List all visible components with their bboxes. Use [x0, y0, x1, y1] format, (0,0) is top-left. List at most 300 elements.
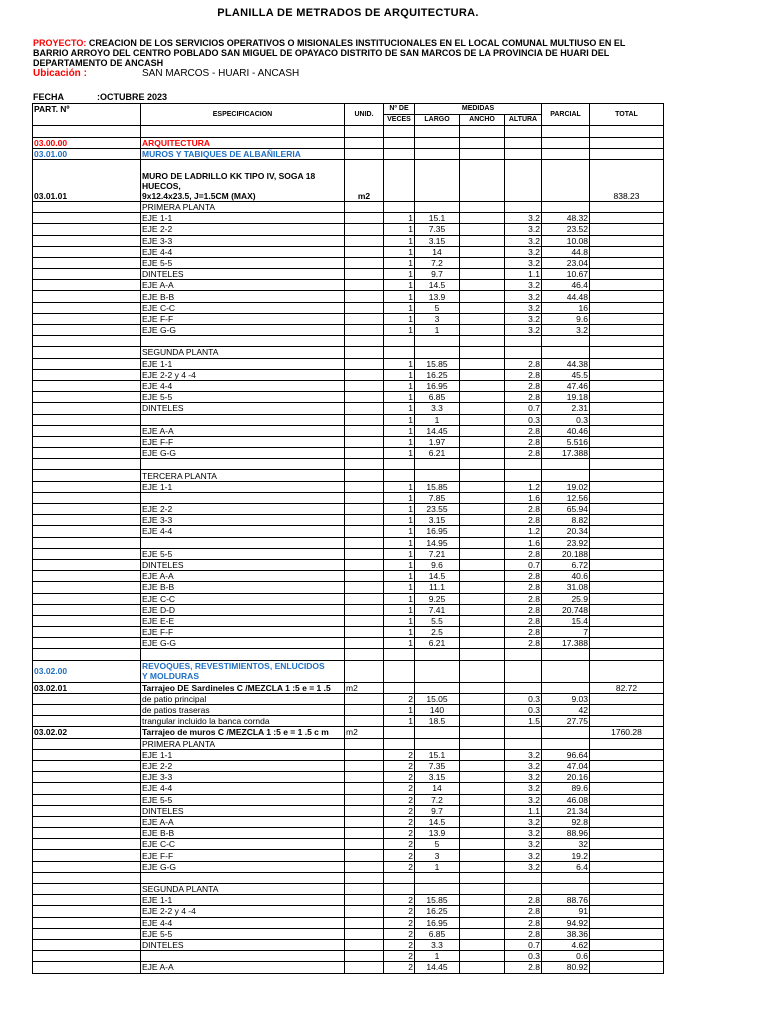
cell-specification: PRIMERA PLANTA: [141, 201, 345, 212]
cell-times: 1: [384, 571, 415, 582]
cell-unit: [345, 627, 384, 638]
cell-total: [590, 749, 664, 760]
cell-width: [460, 481, 505, 492]
cell-specification: EJE 5-5: [141, 794, 345, 805]
cell-partial: 42: [542, 705, 590, 716]
cell-total: [590, 137, 664, 148]
cell-specification: EJE 1-1: [141, 895, 345, 906]
cell-specification: REVOQUES, REVESTIMIENTOS, ENLUCIDOS Y MOLDURAS: [141, 660, 345, 682]
cell-times: 2: [384, 772, 415, 783]
cell-partial: [542, 137, 590, 148]
cell-partial: 3.2: [542, 325, 590, 336]
cell-part-code: [33, 313, 141, 324]
cell-specification: EJE 4-4: [141, 246, 345, 257]
cell-length: 16.25: [415, 906, 460, 917]
cell-unit: [345, 738, 384, 749]
header-height: ALTURA: [505, 115, 542, 126]
cell-part-code: [33, 582, 141, 593]
cell-height: 3.2: [505, 816, 542, 827]
cell-times: 1: [384, 414, 415, 425]
cell-specification: Tarrajeo DE Sardineles C /MEZCLA 1 :5 e = 1 .5: [141, 682, 345, 693]
cell-part-code: [33, 850, 141, 861]
cell-specification: de patios traseras: [141, 705, 345, 716]
cell-width: [460, 872, 505, 883]
cell-specification: EJE F-F: [141, 850, 345, 861]
cell-height: 3.2: [505, 213, 542, 224]
cell-specification: trangular incluido la banca cornda: [141, 716, 345, 727]
cell-partial: 88.96: [542, 828, 590, 839]
cell-partial: 9.03: [542, 693, 590, 704]
cell-length: 14: [415, 783, 460, 794]
cell-part-code: [33, 347, 141, 358]
cell-total: [590, 928, 664, 939]
cell-partial: 80.92: [542, 962, 590, 973]
cell-specification: EJE G-G: [141, 448, 345, 459]
cell-height: [505, 159, 542, 201]
cell-specification: EJE B-B: [141, 828, 345, 839]
location-value: SAN MARCOS - HUARI - ANCASH: [142, 68, 300, 79]
cell-part-code: [33, 515, 141, 526]
cell-times: 1: [384, 436, 415, 447]
cell-width: [460, 358, 505, 369]
cell-times: 1: [384, 559, 415, 570]
cell-width: [460, 448, 505, 459]
cell-unit: [345, 615, 384, 626]
cell-width: [460, 850, 505, 861]
cell-part-code: [33, 738, 141, 749]
table-row: [33, 537, 664, 548]
cell-partial: 47.46: [542, 380, 590, 391]
cell-times: 1: [384, 526, 415, 537]
cell-height: 3.2: [505, 749, 542, 760]
cell-length: 14.95: [415, 537, 460, 548]
cell-specification: EJE 4-4: [141, 783, 345, 794]
cell-part-code: 03.00.00: [33, 137, 141, 148]
cell-unit: [345, 257, 384, 268]
cell-partial: 2.31: [542, 403, 590, 414]
cell-part-code: [33, 906, 141, 917]
cell-specification: EJE 5-5: [141, 257, 345, 268]
cell-width: [460, 559, 505, 570]
cell-times: 1: [384, 291, 415, 302]
cell-partial: [542, 660, 590, 682]
cell-unit: [345, 571, 384, 582]
cell-total: [590, 235, 664, 246]
cell-partial: 23.52: [542, 224, 590, 235]
header-unit: UNID.: [345, 104, 384, 126]
cell-partial: 6.4: [542, 861, 590, 872]
cell-times: 1: [384, 537, 415, 548]
cell-unit: [345, 269, 384, 280]
cell-specification: [141, 459, 345, 470]
cell-unit: [345, 470, 384, 481]
cell-partial: [542, 649, 590, 660]
table-row: [33, 504, 664, 515]
table-row: [33, 962, 664, 973]
cell-total: [590, 459, 664, 470]
cell-width: [460, 649, 505, 660]
cell-unit: [345, 369, 384, 380]
cell-specification: MURO DE LADRILLO KK TIPO IV, SOGA 18 HUECOS, 9x12.4x23.5, J=1.5CM (MAX): [141, 159, 345, 201]
table-row: [33, 526, 664, 537]
cell-specification: EJE B-B: [141, 582, 345, 593]
cell-specification: EJE 1-1: [141, 358, 345, 369]
cell-unit: [345, 148, 384, 159]
cell-total: [590, 693, 664, 704]
cell-unit: [345, 392, 384, 403]
cell-height: 2.8: [505, 895, 542, 906]
cell-unit: [345, 504, 384, 515]
cell-height: [505, 459, 542, 470]
cell-specification: EJE 2-2: [141, 504, 345, 515]
cell-specification: EJE 1-1: [141, 213, 345, 224]
cell-times: [384, 660, 415, 682]
project-description: [33, 38, 653, 68]
cell-unit: [345, 224, 384, 235]
cell-times: 1: [384, 235, 415, 246]
cell-part-code: [33, 126, 141, 137]
cell-part-code: 03.02.02: [33, 727, 141, 738]
cell-times: [384, 727, 415, 738]
cell-specification: [141, 492, 345, 503]
cell-specification: EJE 1-1: [141, 749, 345, 760]
project-text: CREACION DE LOS SERVICIOS OPERATIVOS O MISIONALES INSTITUCIONALES EN EL LOCAL COMUNAL MULTIUSO EN EL BARRIO ARROYO DEL CENTRO POBLADO SAN MIGUEL DE OPAYACO DISTRITO DE SAN MARCOS DE LA PROVINCIA DE HUARI DEL DEPARTAMENTO DE ANCASH: [33, 38, 626, 68]
cell-total: [590, 126, 664, 137]
cell-part-code: [33, 336, 141, 347]
cell-times: 1: [384, 515, 415, 526]
cell-unit: [345, 515, 384, 526]
cell-width: [460, 201, 505, 212]
cell-unit: [345, 649, 384, 660]
cell-part-code: [33, 615, 141, 626]
cell-width: [460, 137, 505, 148]
cell-times: 2: [384, 906, 415, 917]
cell-length: [415, 682, 460, 693]
cell-height: [505, 148, 542, 159]
cell-height: 2.8: [505, 928, 542, 939]
cell-partial: 7: [542, 627, 590, 638]
cell-width: [460, 805, 505, 816]
cell-times: 1: [384, 213, 415, 224]
cell-unit: [345, 459, 384, 470]
cell-width: [460, 302, 505, 313]
cell-length: 9.6: [415, 559, 460, 570]
cell-length: 3.15: [415, 235, 460, 246]
table-row: [33, 358, 664, 369]
cell-width: [460, 492, 505, 503]
cell-height: 2.8: [505, 604, 542, 615]
cell-length: 3.15: [415, 515, 460, 526]
cell-width: [460, 380, 505, 391]
cell-specification: EJE 3-3: [141, 235, 345, 246]
cell-times: 2: [384, 917, 415, 928]
table-row: [33, 604, 664, 615]
table-row: [33, 828, 664, 839]
table-row: [33, 693, 664, 704]
cell-total: [590, 492, 664, 503]
cell-part-code: [33, 459, 141, 470]
cell-partial: 20.188: [542, 548, 590, 559]
cell-unit: [345, 246, 384, 257]
cell-partial: 94.92: [542, 917, 590, 928]
cell-width: [460, 414, 505, 425]
cell-part-code: [33, 504, 141, 515]
cell-times: 1: [384, 716, 415, 727]
cell-part-code: [33, 448, 141, 459]
cell-width: [460, 884, 505, 895]
cell-times: 1: [384, 257, 415, 268]
cell-height: 3.2: [505, 794, 542, 805]
cell-length: 16.25: [415, 369, 460, 380]
cell-times: 1: [384, 302, 415, 313]
header-times-2: VECES: [384, 115, 415, 126]
cell-partial: 44.38: [542, 358, 590, 369]
cell-length: [415, 148, 460, 159]
table-row: [33, 627, 664, 638]
cell-unit: [345, 380, 384, 391]
cell-partial: 0.3: [542, 414, 590, 425]
cell-specification: [141, 649, 345, 660]
cell-height: [505, 201, 542, 212]
cell-partial: 40.6: [542, 571, 590, 582]
cell-height: 2.8: [505, 962, 542, 973]
cell-times: 1: [384, 246, 415, 257]
cell-unit: [345, 436, 384, 447]
cell-times: [384, 649, 415, 660]
table-row: [33, 425, 664, 436]
table-row: [33, 895, 664, 906]
cell-width: [460, 425, 505, 436]
cell-specification: SEGUNDA PLANTA: [141, 347, 345, 358]
cell-specification: EJE 2-2 y 4 -4: [141, 906, 345, 917]
table-row: [33, 615, 664, 626]
cell-total: [590, 425, 664, 436]
cell-partial: 4.62: [542, 939, 590, 950]
cell-length: 9.7: [415, 269, 460, 280]
cell-times: 1: [384, 403, 415, 414]
document-title: PLANILLA DE METRADOS DE ARQUITECTURA.: [217, 7, 479, 19]
cell-height: 2.8: [505, 548, 542, 559]
table-row: [33, 302, 664, 313]
cell-part-code: [33, 861, 141, 872]
cell-length: 3.3: [415, 939, 460, 950]
cell-width: [460, 738, 505, 749]
cell-partial: [542, 336, 590, 347]
cell-total: [590, 515, 664, 526]
cell-length: 14: [415, 246, 460, 257]
cell-specification: EJE A-A: [141, 425, 345, 436]
cell-unit: [345, 828, 384, 839]
cell-partial: [542, 201, 590, 212]
cell-times: 1: [384, 604, 415, 615]
cell-total: [590, 760, 664, 771]
cell-partial: [542, 682, 590, 693]
table-row: [33, 269, 664, 280]
cell-unit: [345, 951, 384, 962]
cell-partial: [542, 727, 590, 738]
cell-total: [590, 325, 664, 336]
cell-part-code: [33, 749, 141, 760]
cell-specification: DINTELES: [141, 805, 345, 816]
cell-times: [384, 872, 415, 883]
table-row: [33, 257, 664, 268]
cell-specification: EJE A-A: [141, 962, 345, 973]
cell-unit: [345, 660, 384, 682]
cell-partial: 10.67: [542, 269, 590, 280]
cell-partial: 19.02: [542, 481, 590, 492]
cell-part-code: [33, 571, 141, 582]
cell-unit: [345, 448, 384, 459]
cell-times: 1: [384, 358, 415, 369]
cell-times: 2: [384, 794, 415, 805]
cell-unit: [345, 693, 384, 704]
cell-total: [590, 548, 664, 559]
cell-partial: 27.75: [542, 716, 590, 727]
cell-times: [384, 682, 415, 693]
cell-specification: DINTELES: [141, 403, 345, 414]
table-row: [33, 638, 664, 649]
cell-length: 13.9: [415, 828, 460, 839]
location-label: Ubicación :: [33, 68, 87, 79]
cell-length: 1: [415, 414, 460, 425]
cell-total: [590, 660, 664, 682]
cell-specification: EJE G-G: [141, 325, 345, 336]
cell-height: 2.8: [505, 627, 542, 638]
cell-part-code: [33, 604, 141, 615]
cell-times: 1: [384, 269, 415, 280]
cell-unit: [345, 492, 384, 503]
cell-total: [590, 224, 664, 235]
cell-length: 15.85: [415, 895, 460, 906]
cell-times: 1: [384, 705, 415, 716]
cell-part-code: 03.01.00: [33, 148, 141, 159]
cell-part-code: 03.02.01: [33, 682, 141, 693]
cell-part-code: [33, 816, 141, 827]
header-spec: ESPECIFICACION: [141, 104, 345, 126]
cell-specification: de patio principal: [141, 693, 345, 704]
table-row: [33, 660, 664, 682]
cell-length: 18.5: [415, 716, 460, 727]
cell-total: [590, 559, 664, 570]
table-row: [33, 492, 664, 503]
cell-height: 2.8: [505, 593, 542, 604]
cell-specification: [141, 126, 345, 137]
cell-times: 1: [384, 481, 415, 492]
cell-width: [460, 336, 505, 347]
cell-part-code: [33, 291, 141, 302]
cell-length: [415, 137, 460, 148]
cell-width: [460, 159, 505, 201]
cell-height: [505, 126, 542, 137]
cell-part-code: [33, 783, 141, 794]
cell-width: [460, 148, 505, 159]
cell-total: [590, 705, 664, 716]
cell-part-code: [33, 257, 141, 268]
cell-length: 14.45: [415, 962, 460, 973]
table-row: [33, 939, 664, 950]
cell-partial: 31.08: [542, 582, 590, 593]
cell-partial: 48.32: [542, 213, 590, 224]
cell-times: 2: [384, 749, 415, 760]
cell-specification: DINTELES: [141, 559, 345, 570]
cell-width: [460, 347, 505, 358]
cell-times: [384, 126, 415, 137]
cell-total: [590, 347, 664, 358]
table-row: [33, 325, 664, 336]
cell-partial: [542, 459, 590, 470]
table-row: [33, 906, 664, 917]
cell-unit: [345, 884, 384, 895]
cell-total: [590, 403, 664, 414]
cell-width: [460, 839, 505, 850]
cell-part-code: 03.02.00: [33, 660, 141, 682]
cell-height: [505, 336, 542, 347]
table-row: [33, 571, 664, 582]
cell-part-code: [33, 760, 141, 771]
cell-times: 2: [384, 895, 415, 906]
cell-specification: EJE 2-2: [141, 760, 345, 771]
table-row: [33, 805, 664, 816]
cell-total: [590, 828, 664, 839]
cell-specification: EJE C-C: [141, 593, 345, 604]
cell-length: 14.5: [415, 816, 460, 827]
cell-height: 1.6: [505, 492, 542, 503]
cell-width: [460, 962, 505, 973]
table-row: [33, 235, 664, 246]
cell-unit: [345, 716, 384, 727]
metrados-table: [32, 103, 664, 974]
cell-height: [505, 660, 542, 682]
cell-length: [415, 126, 460, 137]
cell-partial: 0.6: [542, 951, 590, 962]
cell-width: [460, 604, 505, 615]
cell-height: 0.7: [505, 939, 542, 950]
cell-length: 7.2: [415, 794, 460, 805]
table-row: [33, 794, 664, 805]
cell-specification: EJE C-C: [141, 839, 345, 850]
cell-length: 9.7: [415, 805, 460, 816]
cell-specification: EJE 5-5: [141, 392, 345, 403]
cell-specification: EJE C-C: [141, 302, 345, 313]
cell-specification: [141, 951, 345, 962]
cell-width: [460, 906, 505, 917]
cell-length: 3.3: [415, 403, 460, 414]
cell-unit: [345, 638, 384, 649]
cell-width: [460, 760, 505, 771]
cell-height: [505, 738, 542, 749]
cell-partial: 96.64: [542, 749, 590, 760]
cell-unit: [345, 235, 384, 246]
cell-specification: EJE 3-3: [141, 515, 345, 526]
cell-height: 3.2: [505, 861, 542, 872]
cell-unit: [345, 604, 384, 615]
cell-partial: 38.36: [542, 928, 590, 939]
cell-times: 1: [384, 224, 415, 235]
cell-partial: 5.516: [542, 436, 590, 447]
cell-width: [460, 582, 505, 593]
cell-partial: 32: [542, 839, 590, 850]
cell-part-code: [33, 548, 141, 559]
cell-unit: [345, 850, 384, 861]
table-row: [33, 738, 664, 749]
cell-height: 2.8: [505, 571, 542, 582]
cell-specification: EJE 5-5: [141, 928, 345, 939]
cell-times: 1: [384, 280, 415, 291]
cell-times: [384, 347, 415, 358]
cell-unit: [345, 325, 384, 336]
cell-height: 3.2: [505, 839, 542, 850]
cell-length: [415, 459, 460, 470]
